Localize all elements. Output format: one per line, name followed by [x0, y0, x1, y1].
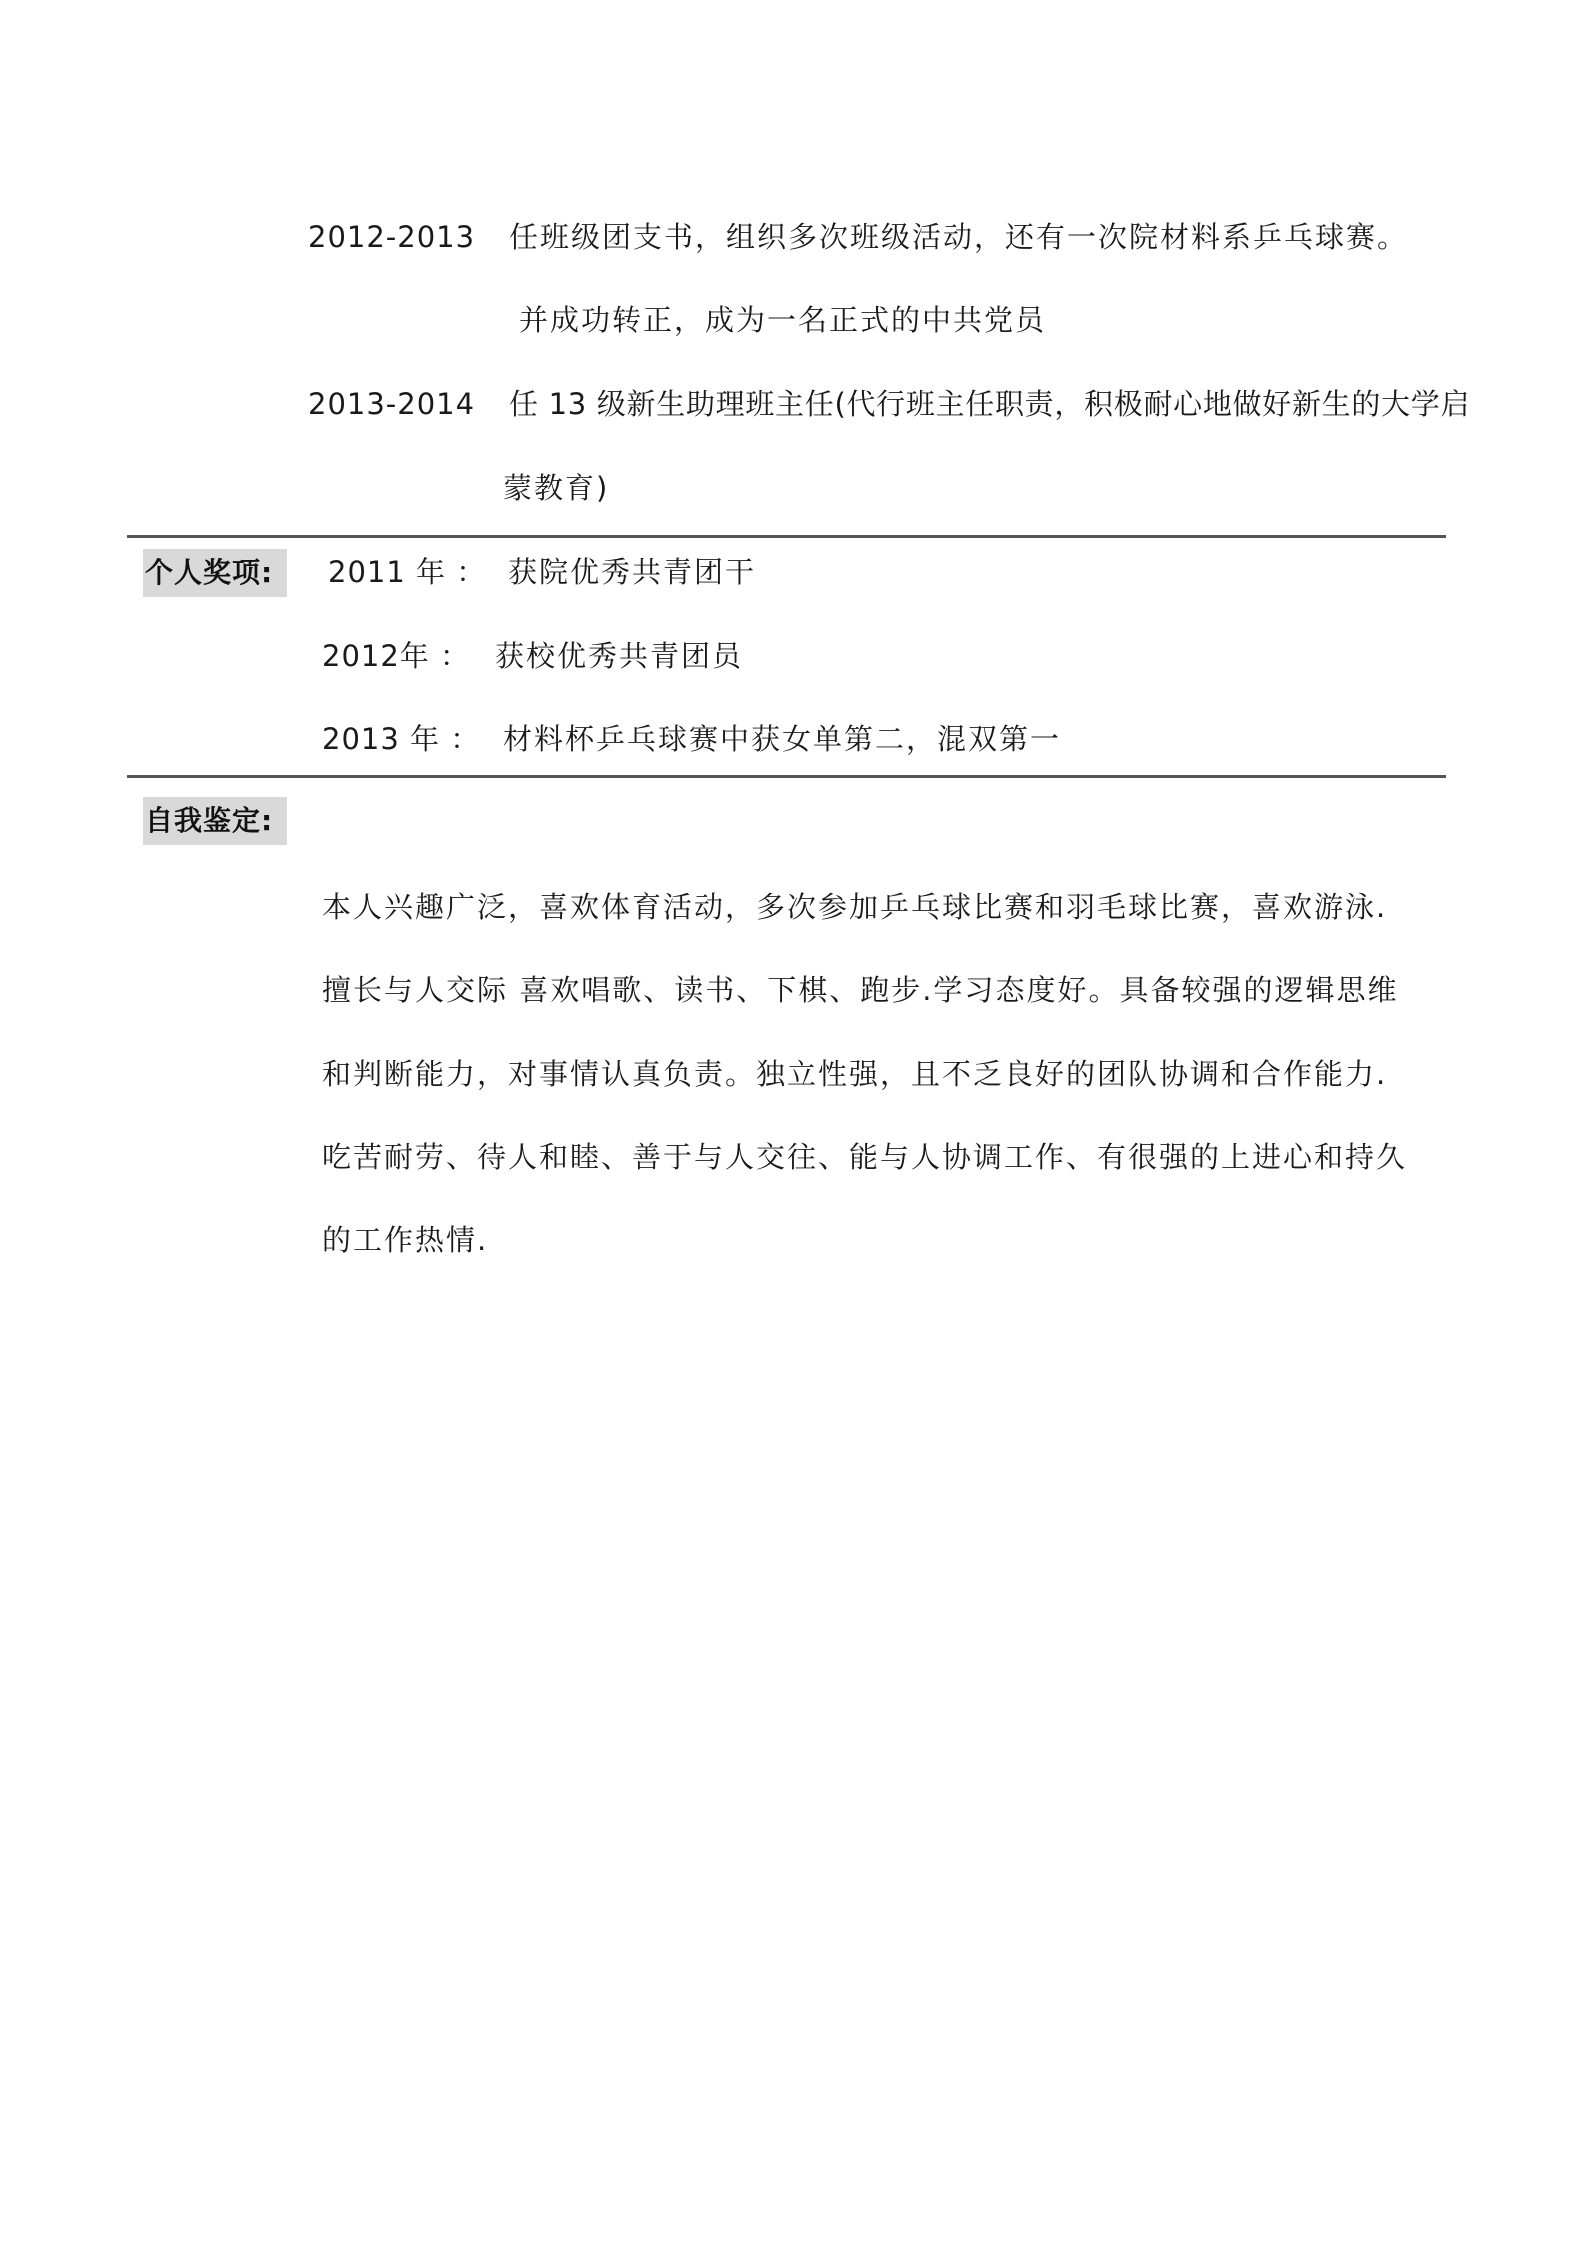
- experience-description-continued: 并成功转正，成为一名正式的中共党员: [519, 303, 1047, 337]
- award-text: 获院优秀共青团干: [508, 555, 757, 589]
- self-evaluation-heading: 自我鉴定:: [143, 797, 287, 845]
- awards-heading: 个人奖项:: [143, 549, 287, 597]
- self-evaluation-line: 和判断能力，对事情认真负责。独立性强，且不乏良好的团队协调和合作能力.: [322, 1057, 1388, 1091]
- experience-description-continued: 蒙教育): [503, 471, 610, 505]
- self-evaluation-line: 本人兴趣广泛，喜欢体育活动，多次参加乒乓球比赛和羽毛球比赛，喜欢游泳.: [322, 890, 1388, 924]
- self-evaluation-line: 的工作热情.: [322, 1223, 489, 1257]
- self-evaluation-line: 擅长与人交际 喜欢唱歌、读书、下棋、跑步.学习态度好。具备较强的逻辑思维: [322, 973, 1399, 1007]
- experience-description: 任 13 级新生助理班主任(代行班主任职责，积极耐心地做好新生的大学启: [509, 387, 1471, 421]
- section-divider: [127, 775, 1446, 778]
- award-year: 2013 年 ：: [322, 722, 481, 756]
- award-text: 获校优秀共青团员: [495, 639, 744, 673]
- self-evaluation-line: 吃苦耐劳、待人和睦、善于与人交往、能与人协调工作、有很强的上进心和持久: [322, 1140, 1408, 1174]
- experience-year: 2013-2014: [308, 387, 476, 421]
- experience-description: 任班级团支书，组织多次班级活动，还有一次院材料系乒乓球赛。: [509, 220, 1409, 254]
- award-text: 材料杯乒乓球赛中获女单第二，混双第一: [503, 722, 1062, 756]
- section-divider: [127, 535, 1446, 538]
- award-year: 2012年 ：: [322, 639, 471, 673]
- award-year: 2011 年 ：: [328, 555, 487, 589]
- experience-year: 2012-2013: [308, 220, 476, 254]
